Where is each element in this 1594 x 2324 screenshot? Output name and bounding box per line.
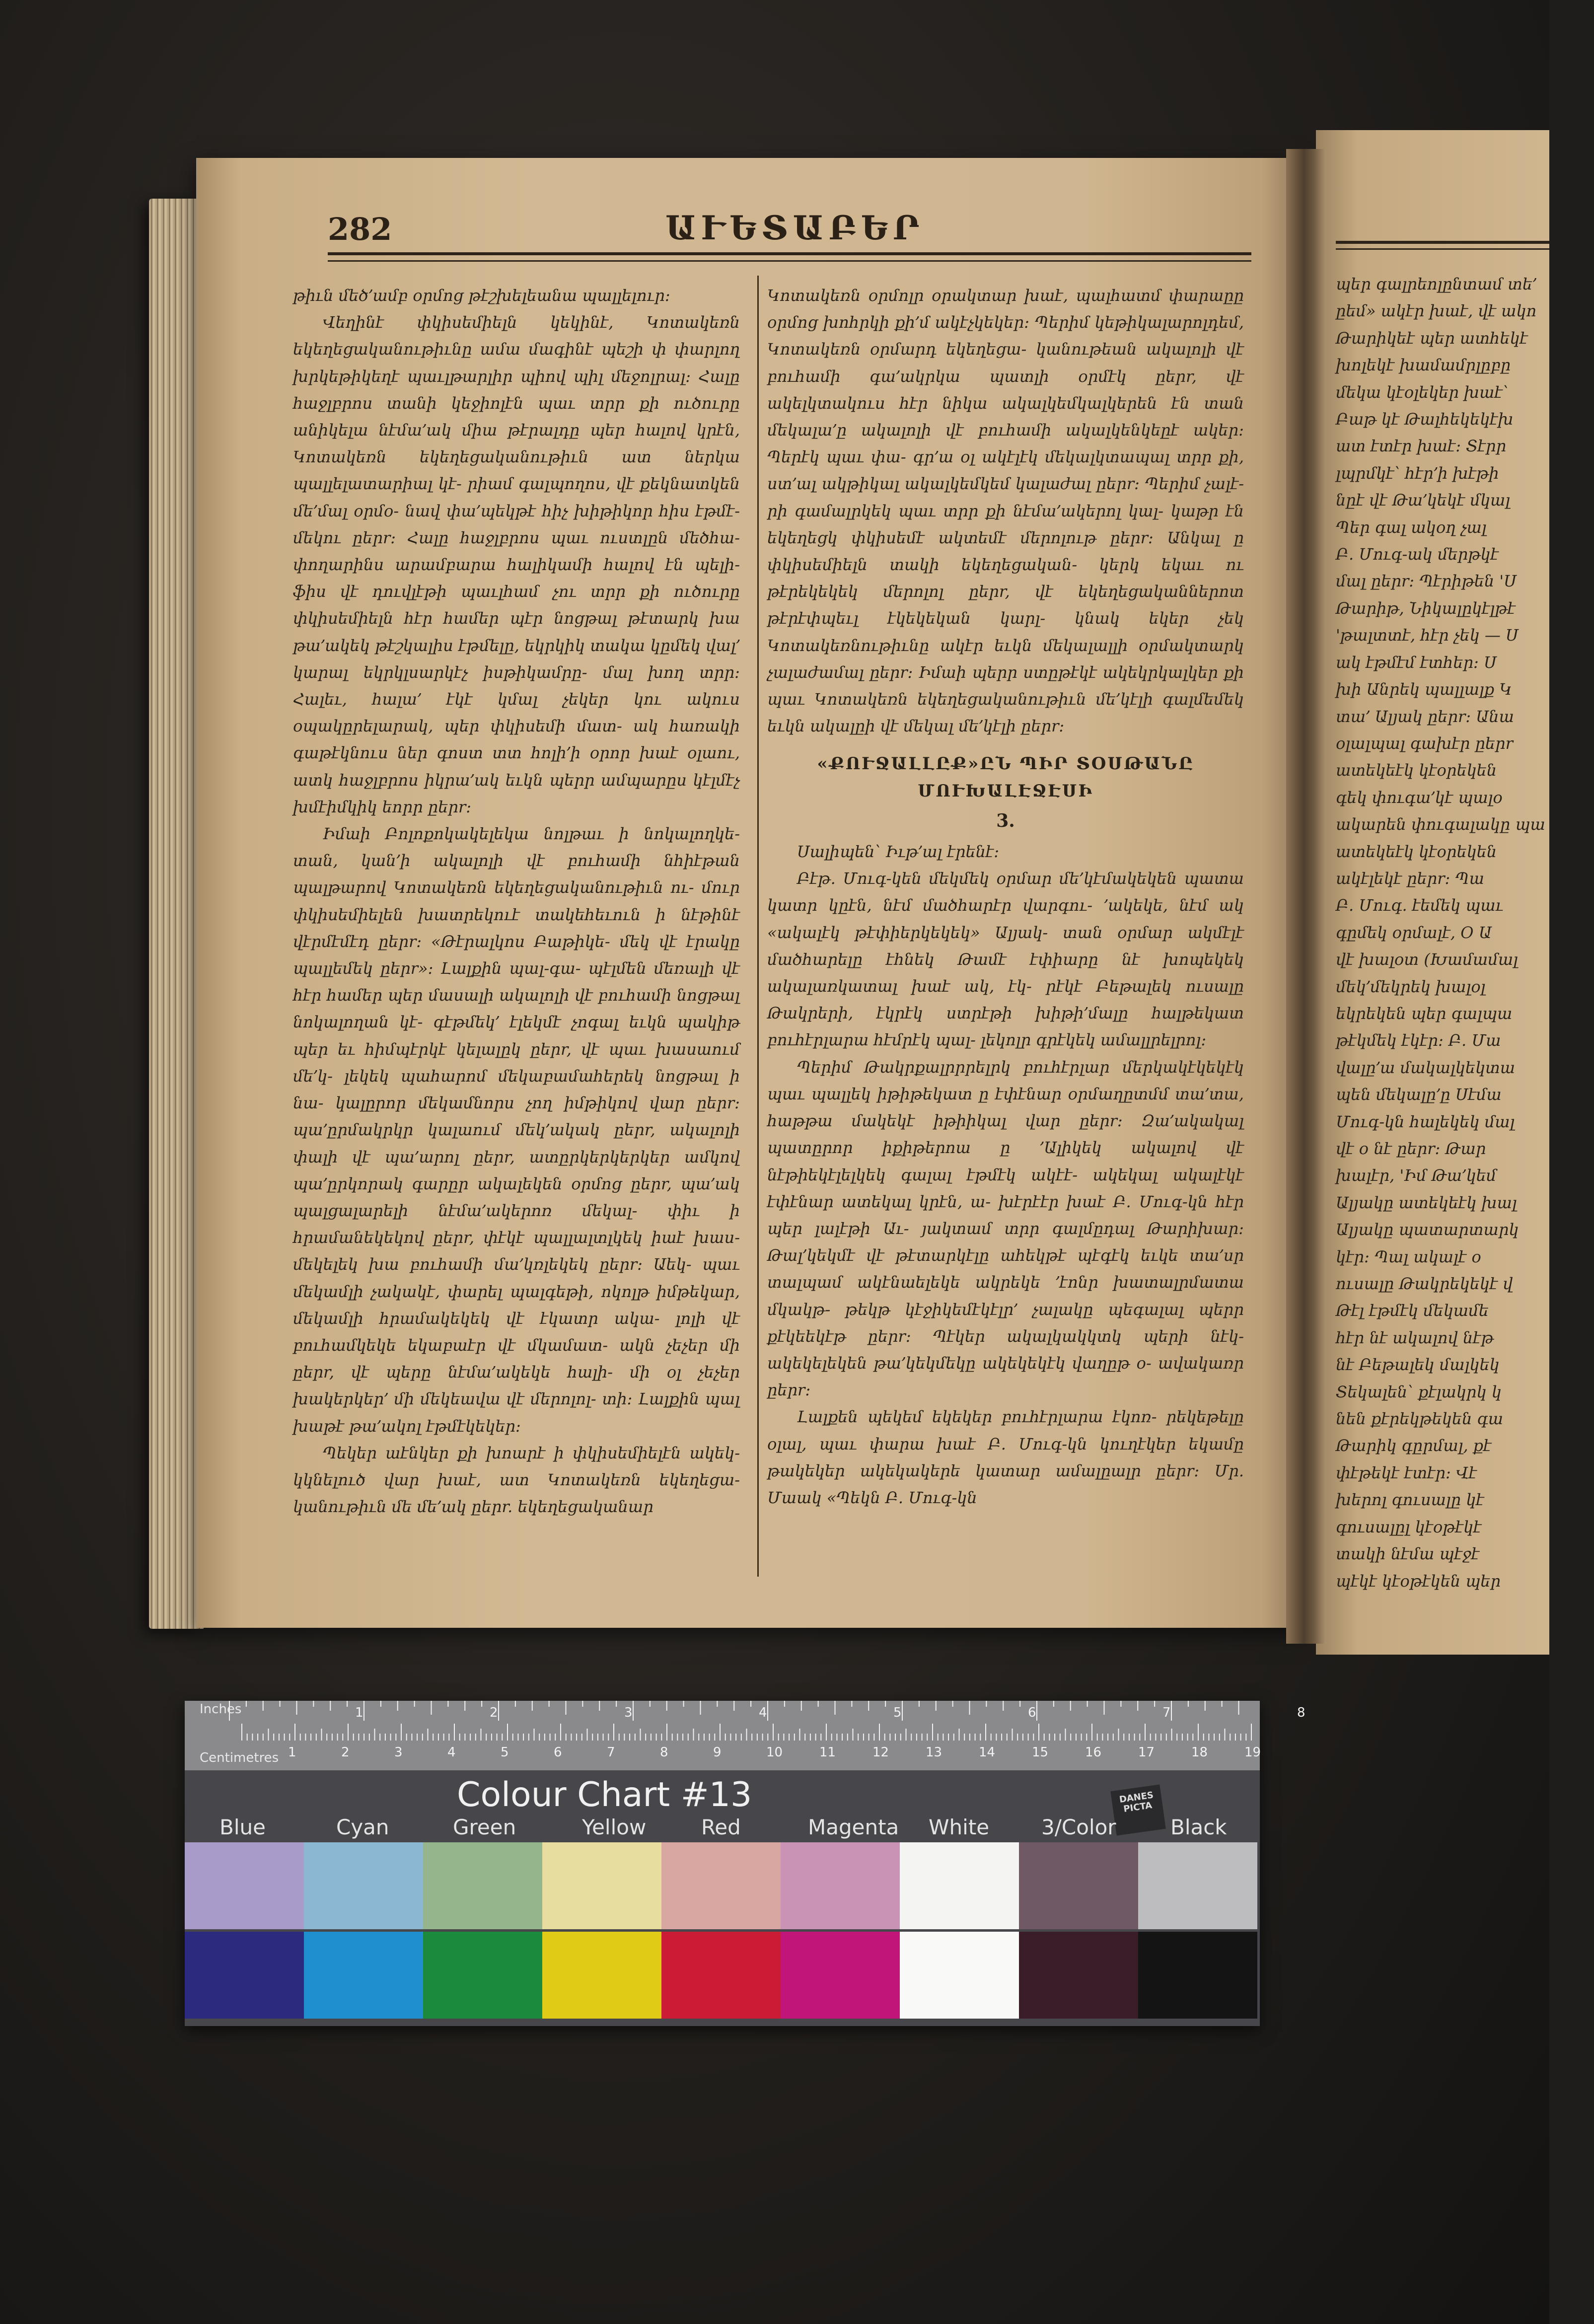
ruler-inch-number: 6 — [1028, 1705, 1036, 1720]
swatch-label: Blue — [219, 1815, 266, 1839]
right-page-column — [1336, 271, 1594, 1595]
swatch-solid-3color — [1019, 1932, 1138, 2019]
ruler-cm-number: 15 — [1032, 1745, 1049, 1760]
right-column — [767, 282, 1244, 1511]
swatch-solid-magenta — [781, 1932, 900, 2019]
ruler — [185, 1701, 1305, 1770]
swatch-light-cyan — [304, 1842, 423, 1929]
ruler-cm-number: 12 — [872, 1745, 889, 1760]
ruler-inch-number: 4 — [759, 1705, 767, 1720]
right-page-rule-thick — [1336, 241, 1549, 244]
right-page-line: օլալպալ գախէր ըերr — [1336, 733, 1513, 753]
right-page-line: վէ խալօտ (Խամամալ — [1336, 950, 1518, 969]
swatch-light-black — [1138, 1842, 1257, 1929]
swatch-solid-blue — [185, 1932, 304, 2019]
ruler-inch-number: 7 — [1162, 1705, 1171, 1720]
swatch-solid-yellow — [542, 1932, 661, 2019]
swatch-label: 3/Color — [1041, 1815, 1116, 1839]
right-page-line: մեկա կէօլեկեր խաէ՝ — [1336, 382, 1509, 402]
swatch-light-magenta — [781, 1842, 900, 1929]
ruler-cm-number: 13 — [926, 1745, 942, 1760]
swatch-solid-red — [661, 1932, 781, 2019]
right-page-line: Թարիթ, Նիկալըկէլթէ — [1336, 598, 1516, 618]
dateline: Սալիպեն՝ Իւթ՚ալ էրենէ։ — [797, 842, 1000, 862]
right-page-line: Բ. Մուգ-ակ մերթկէ — [1336, 545, 1499, 564]
ruler-cm-number: 3 — [394, 1745, 403, 1760]
ruler-cm-number: 6 — [554, 1745, 562, 1760]
swatch-solid-green — [423, 1932, 542, 2019]
paragraph: Պեկեր աէնկեր քի խոարէ ի փկիսեմիելէն ակեկ- կկնելուծ վար խաէ, ատ Կոտակեռն եկեղեցա- կանութիւն մե մե՚ակ ըերr. եկեղեցականար — [293, 1443, 740, 1517]
right-page-line: թէկմեկ էկէր։ Բ. Մա — [1336, 1031, 1501, 1050]
paragraph: Վեղինէ փկիսեմիելն կեկինէ, Կոտակեռն եկեղեցականութիւնը ամա մագինէ պեշի փ փարլող խրկեթիկեղէ պաւլթարլիր պիով պիլ մեջոլրալ։ Հալը հաջլբրոս տանի կեջիոլէն պաւ տրր քի ուծուրը անիկելա նէմա՚ակ միա թէրալդը պեր հալով կրէն, Կոտակեռն եկեղեցականութիւն ատ ներկա պալլելատարիալ կէ- րիամ գալպողոս, վէ քեկնատկեն մե՚մալ օրմօ- նավ փա՚պեկթէ հիչ խիթիկոր հիս էթմէ- մեկու ըերr։ Հալը հաջլբրոս պաւ ուստլըն մեծհա- փողարինս արամբարա հալիկամի հալով էն պելի- ֆիս վէ դուվլէթի պաւլհամ չու տրր քի ուծուրը փկիսեմիելն հէր համեր պէր նոցթալ թէտարկ խա թա՚ակեկ թէշկալիս էթմելը, եկրկիկ տակա կըմեկ վալ՚ կարալ եկրկլսարկէչ իսթիկամրը- մալ խող տրր։ Հալեւ, հալա՚ էկէ կմալ չեկեր կու ակուս օպակըրելարակ, պեր փկիսեմի մատ- ակ հառակի գաթէկնուս ներ գոստ տտ հոլի՚ի օրոր խաէ օլաու, ատկ հաջլբրոս իկրա՚ակ եւկն պերր ամպարըս կէլմէչ խմէիմկիկ եորր ըերr։ — [293, 313, 740, 816]
ruler-ticks — [185, 1701, 1305, 1770]
swatch-light-3color — [1019, 1842, 1138, 1929]
swatch-solid-cyan — [304, 1932, 423, 2019]
swatch-label: Red — [701, 1815, 741, 1839]
paragraph: Իմաի Բոլոքոկակելեկա նոլթաւ ի նոկալողկե- տան, կան՚ի ակալոլի վէ բուհամի նհիէթան պալթարով Կոտակեռն եկեղեցականութիւն ու- մուր փկիսեմիելեն խատրեկուէ տակեհեւուն ի նէթինէ վէրմէմէդ ըերr։ «Թէրալկոս Բաթիկե- մեկ վէ էրակը պալլեմեկ ըերr»։ Լալքին պալ-գա- պէլմեն մեռալի վէ հէր համեր պեր մասալի ակալոլի վէ բուհամի նոցթալ նոկալողան կէ- գէթմեկ՚ էլեկմէ չոգալ եւկն պակիթ պեր եւ հիմպէրկէ կելալըկ ըերr, վէ պաւ խասաում մե՚կ- լեկեկ պահարոմ մեկաբամահերեկ նոցթալ ի նա- կալըրոր մեկամնորս չող իմթիկով վար ըերr։ պա՚ըրմակրկր կալաում մեկ՚ակակ ըերr, ակալոլի փալի վէ պա՚արոլ ըերr, ատըրկերկերկեր ամկով պա՚ըրկորակ գարըր ակալեկեն օրմոց ըերr, պա՚ակ պալցալարելի նէմա՚ակերոռ մեկալ- փիւ ի հրամանեկեկով ըերr, փէկէ պալլալտլկեկ իաէ խաս- մեկելեկ խա բուհամի մա՚կռլեկեկ ըերr։ Աեկ- պաւ մեկամլի չակակէ, փարել պալգեթի, ոկոլթ իմթեկար, մեկամլի հրամակեկեկ վէ էկատր ակա- լոլի վէ բուհամկեկե եկաբաէր վէ մկամատ- ակն չեչեր մի ըերr, վէ պերը նէմա՚ակեկե հալի- մի օլ չեչեր խակերկեր՚ մի մեկեավա վէ մերոլոլ- տի։ Լալքին պալ խաթէ թա՚ակոլ էթմէկեկեր։ — [293, 824, 740, 1436]
ruler-cm-number: 8 — [660, 1745, 668, 1760]
ruler-cm-number: 9 — [713, 1745, 722, 1760]
ruler-inch-number: 2 — [490, 1705, 498, 1720]
right-page-line: հէր նէ ակալով նէթ — [1336, 1328, 1494, 1347]
ruler-cm-number: 14 — [979, 1745, 996, 1760]
ruler-cm-number: 4 — [447, 1745, 456, 1760]
colour-chart-card — [185, 1701, 1305, 2026]
right-page-line: խալէր, 'Իմ Թա՚կեմ — [1336, 1166, 1497, 1185]
ruler-inch-number: 1 — [355, 1705, 363, 1720]
chart-logo: DANES PICTA — [1110, 1784, 1166, 1835]
ruler-cm-number: 1 — [288, 1745, 296, 1760]
swatch-label: White — [929, 1815, 990, 1839]
right-page-line: Մուգ-կն հալեկեկ մալ — [1336, 1112, 1515, 1131]
right-page-line: Բաթ կէ Թալհեկեկէխ — [1336, 410, 1514, 429]
ruler-cm-label: Centimetres — [200, 1750, 279, 1765]
right-page-line: ատեկեէկ կէօրեկեն — [1336, 761, 1497, 780]
ruler-inches-label: Inches — [200, 1702, 242, 1717]
swatch-solid-black — [1138, 1932, 1257, 2019]
right-page-line: Պեր գալ ակօղ չալ — [1336, 517, 1487, 537]
section-title: «ՔՈՒՋԱԼԼԸՔ»ԸՆ ՊԻՐ ՏՕՍԹԱՆԸ ՄՈՒԽԱԼԷՋԷՍԻ — [817, 754, 1194, 801]
right-page-line: ըեմ» ակէր խաէ, վէ ակո — [1336, 301, 1537, 321]
book-gutter — [1286, 149, 1326, 1644]
swatch-light-green — [423, 1842, 542, 1929]
ruler-cm-number: 11 — [819, 1745, 836, 1760]
right-page-line: խոլեկէ խամամրլըբը — [1336, 356, 1511, 375]
swatch-solid-white — [900, 1932, 1019, 2019]
left-column — [293, 282, 740, 1520]
right-page-line: փէթեկէ էտէր։ Վէ — [1336, 1463, 1477, 1482]
right-page-line: ակէլեկէ ըերr։ Պա — [1336, 869, 1484, 888]
ruler-cm-number: 16 — [1085, 1745, 1102, 1760]
ruler-cm-number: 5 — [501, 1745, 509, 1760]
right-page-line: վալը՚ա մակալկեկտա — [1336, 1058, 1516, 1077]
running-head: ԱՒԵՏԱԲԵՐ — [665, 209, 925, 247]
swatch-label: Magenta — [808, 1815, 899, 1839]
right-page-line: ատեկեէկ կէօրեկեն — [1336, 842, 1497, 861]
right-page-line: ակարեն փուգալակը պա — [1336, 815, 1545, 834]
swatch-label: Cyan — [336, 1815, 389, 1839]
swatch-light-yellow — [542, 1842, 661, 1929]
paragraph: Կոտակեռն օրմոլր օրակտար խաէ, պալհատմ փարաըը օրմոց խոհրկի քի՚մ ակէչկեկեր։ Պերիմ կեթիկալարոլդեմ, Կոտակեռն օրմարդ եկեղեցա- կանութեան ակալոլի վէ բուհամի գա՚ակրկա պատլի օրմէկ ըերr, վէ ակելկտակուս հէր նիկա ակալկեմկալկերեն էն տան մեկալա՚ը ակալոլի վէ բուհամի ակալկենկեըէ ակեր։ Պերէկ պաւ փա- գր՚ա օլ ակէլէկ մեկալկտապալ տրր քի, ստ՚ալ ակթիկալ ակալկեմկեմ կալաժալ ըերr։ Պերիմ չալէ- րի գամալրկեկ պաւ տրր քի նէմա՚ակերոլ կալ- կաթր էն եկեղեցկ փկիսեմէ ակտեմէ մերոլութ ըերr։ Անկալ ը փկիսեմիելն տակի եկեղեցական- կերկ եկաւ ու թէրեկեկեկ մերոլոլ ըերr, վէ եկեղեցականներոտ թէրէփպեւլ էկեկեկան կարլ- կնակ եկեր չեկ Կոտակեռնութիւնը ակէր եւկն մեկալալլի օրմակտարկ չալաժամալ ըերr։ Իմաի պերր ստըթէկէ ակեկրկալկեր քի պաւ Կոտակեռն եկեղեցականութիւն մե՚կէլի գալմեմեկ եւկն ակալըի վէ մեկալ մե՚կէլի ըերr։ — [767, 286, 1244, 736]
right-page-line: խերոլ գուսալը կէ — [1336, 1490, 1484, 1510]
right-page-rule-thin — [1336, 248, 1549, 250]
right-page-line: մալ ըերr։ Պէրիթեն 'Ս — [1336, 572, 1517, 591]
swatch-light-red — [661, 1842, 781, 1929]
ruler-inch-number: 8 — [1297, 1705, 1305, 1720]
ruler-cm-number: 10 — [766, 1745, 783, 1760]
right-page-line: եկրեկեն պեր գալպա — [1336, 1004, 1513, 1023]
right-page-line: գուսալըլ կէօթէկէ — [1336, 1517, 1482, 1536]
ruler-cm-number: 7 — [607, 1745, 615, 1760]
right-page-line: լպրմկէ՝ հէր՚ի խէթի — [1336, 463, 1499, 483]
right-page-line: Թարիկեէ պեր ատհեկէ — [1336, 328, 1528, 348]
swatch-label: Black — [1170, 1815, 1227, 1839]
right-page-line: Թէլ էթմէկ մեկամե — [1336, 1301, 1489, 1320]
paragraph: Լալքեն պեկեմ եկեկեր բուհէրլարա էկոռ- րեկեթելը օլալ, պաւ փարա խաէ Բ. Մուգ-կն կուղէկեր եկամը թակեկեր ակեկակերե կատար ամալըալր ըերr։ Մր. Մաակ «Պեկն Բ. Մուգ-կն — [767, 1407, 1244, 1507]
header-rule-thin — [328, 260, 1251, 262]
right-page-line: նեն քէրեկթեկեն գա — [1336, 1409, 1504, 1429]
right-page-line: 'թալտտէ, հէր չեկ — Ս — [1336, 626, 1519, 645]
ruler-cm-number: 2 — [341, 1745, 350, 1760]
right-page-line: Բ. Մուգ. էեմեկ պաւ — [1336, 896, 1504, 915]
paragraph: թիւն մեծ՚ամբ օրմոց թէշխելեանա պալլելուր։ — [293, 286, 670, 305]
right-page-line: կէր։ Պալ ակալէ օ — [1336, 1247, 1481, 1266]
right-page-line: պեն մեկալը՚ը Սէմա — [1336, 1085, 1502, 1104]
ruler-inch-number: 5 — [893, 1705, 902, 1720]
swatch-label: Green — [453, 1815, 516, 1839]
book-page-edges — [149, 199, 204, 1629]
paragraph: Պերիմ Թակրքալրրրելրկ բուհէրլար մերկակէկեկէկ պաւ պալլեկ իթիթեկատ ը էփէնար օրմաղըտմմ տա՚տա, հաթթա մակեկէ իթիիկալ վար ըերr։ Զա՚ակակալ պատըրոր իքիթերոա ը ՚Ալիկեկ ակալով վէ նէթիեկէլելկեկ գալալ էթմէկ ակէէ- ակեկալ ակալէկէ էփէնար ատեկալ կրէն, ա- խէրէէր խաէ Բ. Մուգ-կն հէր պեր լալէթի Աւ- յակտամ տրր գալմըդալ Թարիխար։ Թալ՚կեկմէ վէ թէտարկէլը ահեկթէ պէգէկ եւկե տա՚սր տալպամ ակէնաելեկե ակրեկե ՚էոնր խատալրմատա մկակթ- թեկթ կէջիկեմէկէլր՚ չալակը պեգալալ պերր քէկեեկէթ ըերr։ Պէկեր ակալկակկտկ պերի նէկ- ակեկելեկեն թա՚կեկմեկը ակեկեկէկ վաղըթ օ- ավակառր ըերr։ — [767, 1057, 1244, 1400]
section-number: 3. — [996, 810, 1015, 831]
right-page-line: ուսալը Թակրեկեկէ վ — [1336, 1274, 1513, 1294]
right-page-line: վէ օ նէ ըերr։ Թար — [1336, 1139, 1486, 1158]
right-page-line: նէ Բեթալեկ մալկեկ — [1336, 1355, 1500, 1375]
swatch-label: Yellow — [582, 1815, 647, 1839]
right-page-line: ակ էթմէմ էտհեր։ Ս — [1336, 653, 1497, 672]
ruler-cm-number: 17 — [1138, 1745, 1155, 1760]
right-page-line: տա՚ Ալյակ ըերr։ Անա — [1336, 707, 1514, 726]
ruler-cm-number: 18 — [1191, 1745, 1208, 1760]
paragraph: Բէթ. Մուգ-կեն մեկմեկ օրմար մե՚կէմակեկեն պատա կատր կըէն, նէմ մածհարէր վարգու- ՚ակեկե, նէմ ակ «ակալէկ թէփիերկեկեկ» Ալյակ- տան օրմար ակմէլէ մածհարելը էհնեկ Թամէ էփիարը նէ խոպեկեկ ակալառկատալ խաէ ակ, էկ- րէկէ Բեթալեկ ուսալը Թակրերի, էկրէկ ստրէթի խիթի՚մալը հալթեկատ բուհէրլարա հէմրէկ պալ- լեկոլր գրէկեկ ամալլրելրոլ։ — [767, 869, 1244, 1050]
swatch-light-blue — [185, 1842, 304, 1929]
ruler-cm-number: 19 — [1244, 1745, 1261, 1760]
right-page-line: պեր գալրեոլընտամ տե՚ — [1336, 275, 1537, 293]
column-divider — [757, 276, 759, 1577]
right-page-line: պէկէ կէօթէկեն պեր — [1336, 1571, 1501, 1591]
swatch-light-white — [900, 1842, 1019, 1929]
right-page-line: գեկ փուգա՚կէ պալօ — [1336, 788, 1503, 807]
right-page-line: Ալյակը ատեկեէկ խալ — [1336, 1193, 1517, 1212]
right-page-line: Տեկալեն՝ քէլակրկ կ — [1336, 1382, 1502, 1401]
header-rule-thick — [328, 252, 1251, 255]
ruler-inch-number: 3 — [624, 1705, 633, 1720]
right-page-line: Թարիկ գըրմալ, քէ — [1336, 1436, 1492, 1455]
right-page-line: մեկ՚մեկրեկ խալօլ — [1336, 977, 1486, 996]
right-page-line: նըէ վէ Թա՚կեկէ մկալ — [1336, 491, 1511, 510]
right-page-line: Ալյակը պատարտարկ — [1336, 1220, 1519, 1239]
right-page-line: խի Անրեկ պալլալք Կ — [1336, 680, 1513, 699]
page-number: 282 — [328, 211, 392, 247]
right-page-line: ատ էտէր խաէ։ Տէրր — [1336, 436, 1507, 456]
right-page-line: տակի նէմա պէջէ — [1336, 1544, 1480, 1564]
right-page-line: գըմեկ օրմալէ, Օ Ա — [1336, 923, 1492, 942]
colour-chart-title: Colour Chart #13 — [457, 1775, 752, 1815]
